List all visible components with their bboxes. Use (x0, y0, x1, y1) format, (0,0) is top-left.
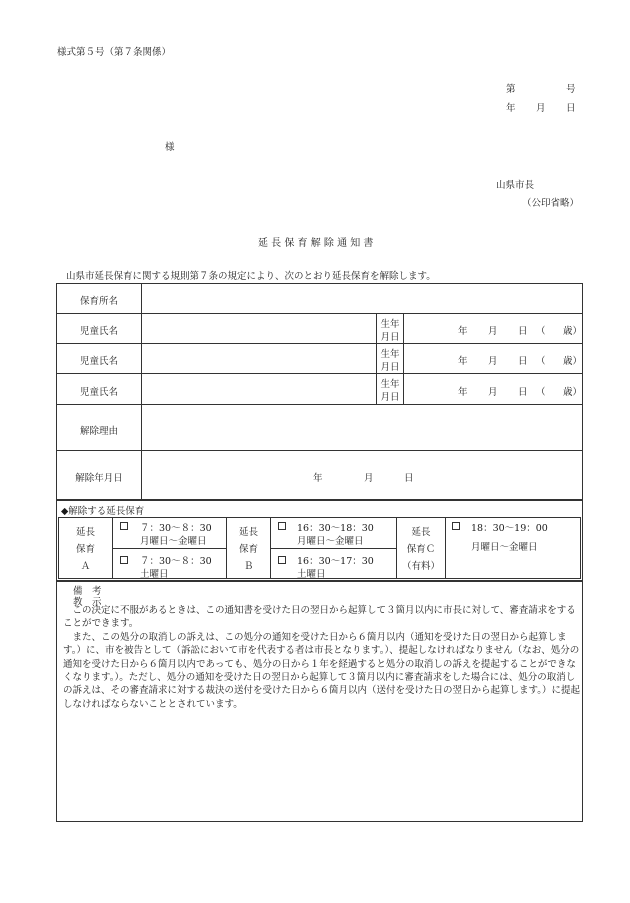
form-number: 様式第５号（第７条関係） (57, 47, 172, 58)
birth-label-line1: 生年 (380, 319, 400, 330)
age-label: 歳） (563, 387, 583, 398)
ext-c-line1: 延長 (411, 527, 431, 538)
age-label: 歳） (563, 326, 583, 337)
ext-c-opt1-days: 月曜日〜金曜日 (471, 542, 538, 553)
document-title: 延 長 保 育 解 除 通 知 書 (258, 238, 374, 249)
ext-a-opt2-days: 土曜日 (140, 569, 169, 580)
child-name-field-2[interactable] (142, 344, 375, 372)
birth-label-line1: 生年 (380, 349, 400, 360)
termination-day: 日 (404, 473, 414, 484)
birth-year: 年 (458, 326, 468, 337)
instruction-paragraph-2: また、この処分の取消しの訴えは、この処分の通知を受けた日から６箇月以内（通知を受けた日の翌日から起算します。）に、市を被告として（訴訟において市を代表する者は市長となります。）、提起しなければなりません（なお、処分の通知を受けた日から６箇月以内であっても、処分の日から１年を経過すると処分の取消しの訴えを提起することができなくなります。）。ただし、処分の通知を受けた日の翌日から起算して３箇月以内に審査請求をした場合には、処分の取消しの訴えは、その審査請求に対する裁決の送付を受けた日から６箇月以内（送付を受けた日の翌日から起算します。）に提起しなければならないこととされています。 (63, 631, 580, 710)
instruction-text (63, 604, 581, 711)
ext-b-opt1-days: 月曜日〜金曜日 (297, 536, 364, 547)
birth-year: 年 (458, 387, 468, 398)
ext-c-opt1-checkbox[interactable] (452, 522, 460, 530)
child-name-label: 児童氏名 (79, 356, 118, 367)
reason-label: 解除理由 (79, 426, 118, 437)
doc-no-dai: 第 (506, 84, 516, 95)
ext-a-opt2-time: ７：30〜８：30 (140, 556, 212, 567)
birth-year: 年 (458, 356, 468, 367)
termination-date-label: 解除年月日 (75, 473, 123, 484)
ext-a-opt2-checkbox[interactable] (120, 556, 128, 564)
ext-b-opt2-checkbox[interactable] (278, 556, 286, 564)
doc-no-go: 号 (566, 84, 576, 95)
birth-month: 月 (488, 387, 498, 398)
extension-header: ◆解除する延長保育 (61, 506, 145, 517)
intro-text: 山県市延長保育に関する規則第７条の規定により、次のとおり延長保育を解除します。 (66, 271, 436, 282)
ext-a-line3: Ａ (80, 561, 91, 572)
facility-name-field[interactable] (142, 284, 582, 312)
age-open: （ (536, 356, 546, 367)
ext-b-opt1-checkbox[interactable] (278, 522, 286, 530)
ext-a-opt1-checkbox[interactable] (120, 522, 128, 530)
ext-b-line3: Ｂ (243, 561, 254, 572)
date-day: 日 (566, 103, 576, 114)
date-year: 年 (506, 103, 516, 114)
age-label: 歳） (563, 356, 583, 367)
addressee-sama: 様 (165, 142, 175, 153)
reason-field[interactable] (142, 405, 582, 449)
birth-label-line2: 月日 (380, 392, 400, 403)
birth-day: 日 (518, 387, 528, 398)
age-open: （ (536, 326, 546, 337)
instruction-label: 教 示 (73, 597, 102, 608)
birth-month: 月 (488, 356, 498, 367)
issuer-name: 山県市長 (496, 180, 535, 191)
ext-a-opt1-days: 月曜日〜金曜日 (140, 536, 207, 547)
child-name-label: 児童氏名 (79, 326, 118, 337)
ext-c-line3: （有料） (401, 561, 440, 572)
child-name-label: 児童氏名 (79, 387, 118, 398)
termination-month: 月 (364, 473, 374, 484)
remarks-label: 備 考 (73, 586, 102, 597)
ext-a-line2: 保育 (75, 544, 95, 555)
birth-day: 日 (518, 326, 528, 337)
ext-b-opt1-time: 16：30〜18：30 (297, 523, 374, 534)
date-month: 月 (536, 103, 546, 114)
ext-c-line2: 保育Ｃ (406, 544, 436, 555)
birth-label-line2: 月日 (380, 332, 400, 343)
child-name-field-1[interactable] (142, 314, 375, 342)
birth-day: 日 (518, 356, 528, 367)
birth-month: 月 (488, 326, 498, 337)
ext-a-opt1-time: ７：30〜８：30 (140, 523, 212, 534)
ext-b-opt2-time: 16：30〜17：30 (297, 556, 374, 567)
ext-b-opt2-days: 土曜日 (297, 569, 326, 580)
birth-label-line2: 月日 (380, 362, 400, 373)
termination-year: 年 (313, 473, 323, 484)
issuer-seal: （公印省略） (522, 198, 580, 209)
ext-b-line1: 延長 (238, 527, 258, 538)
age-open: （ (536, 387, 546, 398)
birth-label-line1: 生年 (380, 379, 400, 390)
instruction-paragraph-1: この決定に不服があるときは、この通知書を受けた日の翌日から起算して３箇月以内に市長に対して、審査請求をすることができます。 (63, 605, 576, 630)
ext-b-line2: 保育 (238, 544, 258, 555)
facility-label: 保育所名 (79, 296, 118, 307)
ext-a-line1: 延長 (75, 527, 95, 538)
ext-c-opt1-time: 18：30〜19：00 (471, 523, 548, 534)
child-name-field-3[interactable] (142, 374, 375, 403)
